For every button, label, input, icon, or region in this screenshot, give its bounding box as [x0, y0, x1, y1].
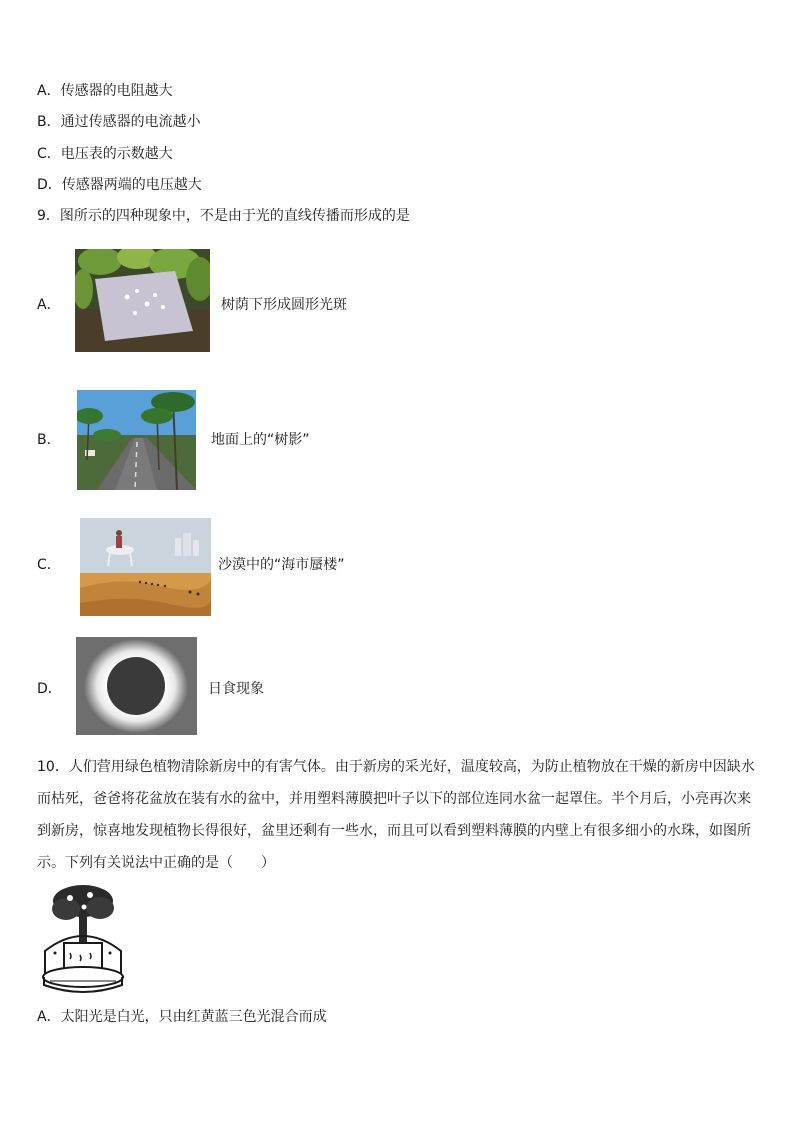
- q8-option-d: D．传感器两端的电压越大: [37, 177, 202, 193]
- q9-option-a-caption: 树荫下形成圆形光斑: [221, 297, 347, 313]
- q10-option-a: A．太阳光是白光，只由红黄蓝三色光混合而成: [37, 1009, 327, 1025]
- q9-option-c-caption: 沙漠中的“海市蜃楼”: [218, 557, 345, 573]
- leaf-shade-light-spots-image: [75, 249, 210, 352]
- q9-option-b-label: B．: [37, 432, 61, 448]
- q9-option-c-label: C．: [37, 557, 61, 573]
- q8-option-b: B．通过传感器的电流越小: [37, 114, 201, 130]
- q9-option-b-caption: 地面上的“树影”: [211, 432, 310, 448]
- q9-option-d-caption: 日食现象: [208, 681, 264, 697]
- plant-under-plastic-film-figure: [40, 881, 126, 995]
- desert-mirage-image: [80, 518, 211, 616]
- q10-stem: 10．人们营用绿色植物清除新房中的有害气体。由于新房的采光好，温度较高，为防止植物放在干燥的新房中因缺水而枯死，爸爸将花盆放在装有水的盆中，并用塑料薄膜把叶子以下的部位连同水盆一起罩住。半个月后，小亮再次来到新房，惊喜地发现植物长得很好，盆里还剩有一些水，而且可以看到塑料薄膜的内壁上有很多细小的水珠，如图所示。下列有关说法中正确的是（ ）: [37, 759, 755, 871]
- q9-option-a-label: A．: [37, 297, 61, 313]
- road-tree-shadow-image: [77, 390, 196, 490]
- solar-eclipse-image: [76, 637, 197, 735]
- q8-option-c: C．电压表的示数越大: [37, 146, 173, 162]
- q9-option-d-label: D．: [37, 681, 62, 697]
- q9-stem: 9．图所示的四种现象中，不是由于光的直线传播而形成的是: [37, 208, 410, 224]
- q8-option-a: A．传感器的电阻越大: [37, 83, 173, 99]
